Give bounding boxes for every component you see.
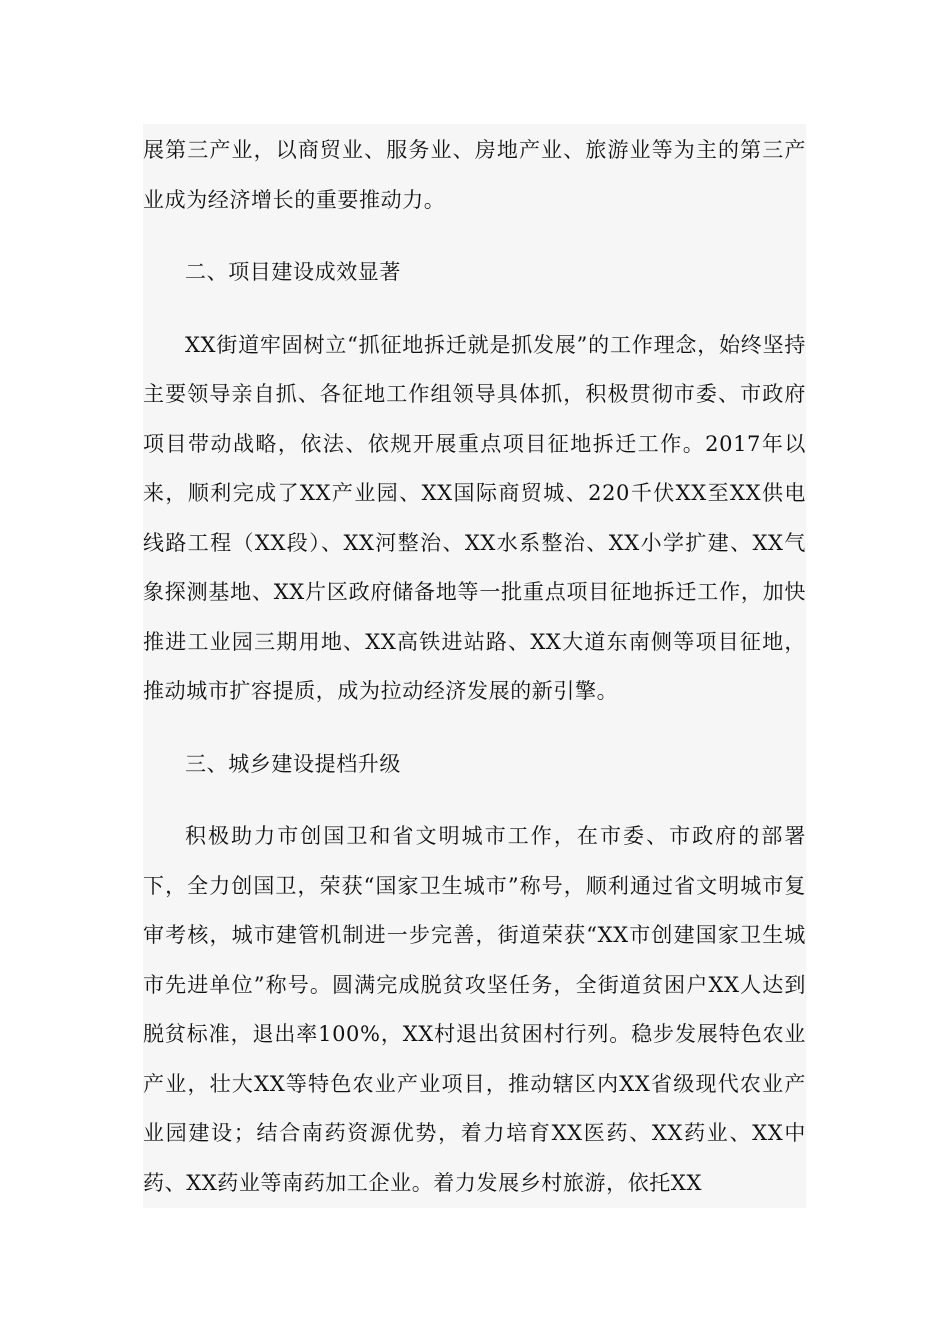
document-body [143,124,806,1208]
paragraph-continuation: 展第三产业，以商贸业、服务业、房地产业、旅游业等为主的第三产业成为经济增长的重要推动力。 [143,138,806,212]
section-heading-project-construction: 二、项目建设成效显著 [185,260,401,284]
paragraph-project-construction: XX街道牢固树立“抓征地拆迁就是抓发展”的工作理念，始终坚持主要领导亲自抓、各征地工作组领导具体抓，积极贯彻市委、市政府项目带动战略，依法、依规开展重点项目征地拆迁工作。2017年以来，顺利完成了XX产业园、XX国际商贸城、220千伏XX至XX供电线路工程（XX段）、XX河整治、XX水系整治、XX小学扩建、XX气象探测基地、XX片区政府储备地等一批重点项目征地拆迁工作，加快推进工业园三期用地、XX高铁进站路、XX大道东南侧等项目征地，推动城市扩容提质，成为拉动经济发展的新引擎。 [143,332,806,703]
paragraph-urban-rural: 积极助力市创国卫和省文明城市工作，在市委、市政府的部署下，全力创国卫，荣获“国家卫生城市”称号，顺利通过省文明城市复审考核，城市建管机制进一步完善，街道荣获“XX市创建国家卫生城市先进单位”称号。圆满完成脱贫攻坚任务，全街道贫困户XX人达到脱贫标准，退出率100%，XX村退出贫困村行列。稳步发展特色农业产业，壮大XX等特色农业产业项目，推动辖区内XX省级现代农业产业园建设；结合南药资源优势，着力培育XX医药、XX药业、XX中药、XX药业等南药加工企业。着力发展乡村旅游，依托XX [143,824,806,1195]
section-heading-urban-rural: 三、城乡建设提档升级 [185,751,401,776]
